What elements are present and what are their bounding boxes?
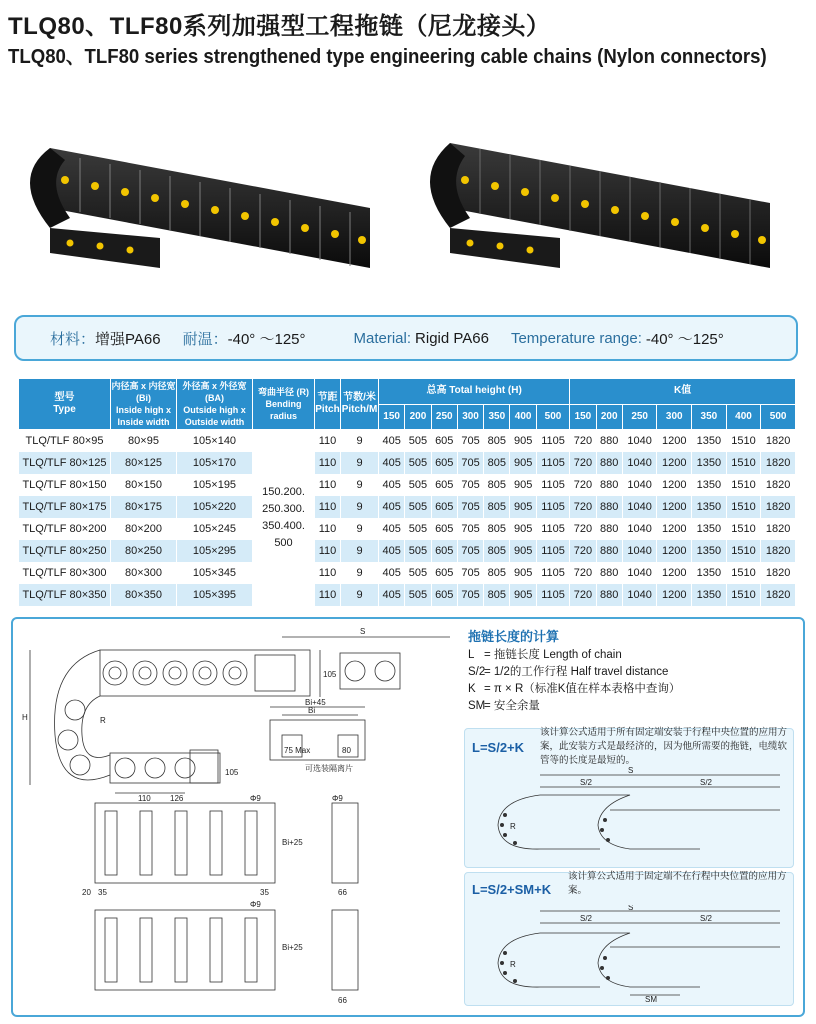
k-value-cell: 1350 [692, 474, 727, 496]
total-height-cell: 405 [379, 430, 405, 452]
total-height-cell: 505 [405, 540, 431, 562]
inner-size-cell: 80×150 [111, 474, 177, 496]
total-height-cell: 605 [431, 518, 457, 540]
k-value-cell: 1350 [692, 452, 727, 474]
dim-phi9-3: Φ9 [250, 900, 261, 909]
total-height-cell: 605 [431, 584, 457, 606]
k-value-cell: 1820 [761, 518, 796, 540]
height-col-header: 150 [379, 404, 405, 430]
outer-size-cell: 105×395 [177, 584, 253, 606]
k-value-cell: 880 [596, 496, 622, 518]
k-value-cell: 1200 [657, 496, 692, 518]
total-height-cell: 705 [457, 496, 483, 518]
k-col-header: 500 [761, 404, 796, 430]
dim-110: 110 [138, 794, 151, 803]
total-height-cell: 805 [484, 430, 510, 452]
k-value-cell: 1510 [726, 496, 761, 518]
total-height-cell: 1105 [536, 562, 569, 584]
dim-35-2: 35 [260, 888, 269, 897]
temp-cn-value: -40° ～125° [227, 330, 306, 348]
height-col-header: 400 [510, 404, 536, 430]
radius-value: 500 [274, 536, 293, 549]
k-value-cell: 1510 [726, 474, 761, 496]
outer-size-cell: 105×140 [177, 430, 253, 452]
k-value-cell: 1040 [622, 584, 657, 606]
total-height-cell: 605 [431, 430, 457, 452]
total-height-cell: 405 [379, 496, 405, 518]
f1-s-label: S [628, 766, 634, 775]
header-inner-cn: 内径高 x 内径宽 (Bi) [111, 381, 176, 403]
total-height-cell: 605 [431, 496, 457, 518]
total-height-cell: 705 [457, 540, 483, 562]
k-value-cell: 1510 [726, 584, 761, 606]
calc-symbol: L [468, 649, 475, 661]
total-height-cell: 405 [379, 584, 405, 606]
total-height-cell: 805 [484, 584, 510, 606]
total-height-cell: 705 [457, 562, 483, 584]
total-height-cell: 905 [510, 540, 536, 562]
pitch-cell: 110 [315, 430, 341, 452]
material-en-label: Material: [353, 329, 412, 347]
height-col-header: 250 [431, 404, 457, 430]
total-height-cell: 605 [431, 474, 457, 496]
header-ppm-en: Pitch/M [341, 404, 378, 415]
height-col-header: 350 [484, 404, 510, 430]
k-value-cell: 1200 [657, 584, 692, 606]
k-value-cell: 1200 [657, 518, 692, 540]
dim-max75-label: 75 Max [284, 746, 311, 755]
header-outer-cn: 外径高 x 外径宽 (BA) [182, 381, 247, 403]
total-height-cell: 1105 [536, 430, 569, 452]
header-total-height: 总高 Total height (H) [379, 379, 570, 405]
bending-radius-cell [253, 430, 315, 606]
table-row [19, 430, 796, 452]
k-value-cell: 720 [570, 452, 596, 474]
dim-20-1: 20 [82, 888, 91, 897]
total-height-cell: 805 [484, 540, 510, 562]
k-value-cell: 1200 [657, 452, 692, 474]
k-value-cell: 720 [570, 474, 596, 496]
total-height-cell: 505 [405, 430, 431, 452]
total-height-cell: 805 [484, 452, 510, 474]
pitch-cell: 110 [315, 496, 341, 518]
k-value-cell: 1820 [761, 584, 796, 606]
type-cell: TLQ/TLF 80×125 [19, 452, 111, 474]
inner-size-cell: 80×200 [111, 518, 177, 540]
temp-en-label: Temperature range: [510, 329, 642, 347]
header-inner-en: Inside high x Inside width [115, 405, 171, 427]
dim-bi45-label: Bi+45 [305, 698, 326, 707]
pitch-per-meter-cell: 9 [341, 474, 379, 496]
f1-half-s-2: S/2 [700, 778, 713, 787]
cable-chain-photo-open [10, 118, 390, 298]
f2-s-label: S [628, 905, 634, 912]
pitch-cell: 110 [315, 584, 341, 606]
total-height-cell: 705 [457, 430, 483, 452]
k-value-cell: 1040 [622, 474, 657, 496]
pitch-per-meter-cell: 9 [341, 452, 379, 474]
k-value-cell: 1040 [622, 430, 657, 452]
f2-sm-label: SM [645, 995, 657, 1003]
type-cell: TLQ/TLF 80×150 [19, 474, 111, 496]
total-height-cell: 505 [405, 452, 431, 474]
k-value-cell: 1040 [622, 518, 657, 540]
total-height-cell: 705 [457, 584, 483, 606]
total-height-cell: 705 [457, 452, 483, 474]
dim-s-label: S [360, 627, 366, 636]
total-height-cell: 905 [510, 496, 536, 518]
k-value-cell: 720 [570, 562, 596, 584]
calc-definition: = 1/2的工作行程 Half travel distance [484, 666, 669, 678]
page-title-en: TLQ80、TLF80 series strengthened type engineering cable chains (Nylon connectors) [8, 46, 767, 68]
k-value-cell: 1820 [761, 452, 796, 474]
k-value-cell: 1820 [761, 496, 796, 518]
dim-66-1: 66 [338, 888, 347, 897]
total-height-cell: 805 [484, 518, 510, 540]
calc-definition-line [468, 680, 680, 696]
k-value-cell: 1040 [622, 496, 657, 518]
k-value-cell: 1350 [692, 584, 727, 606]
formula-1-note: 该计算公式适用于所有固定端安装于行程中央位置的应用方案，此安装方式是最经济的，因为他所需要的拖链，电缆软管等的长度是最短的。 [540, 727, 788, 766]
k-value-cell: 1040 [622, 452, 657, 474]
height-col-header: 300 [457, 404, 483, 430]
total-height-cell: 605 [431, 540, 457, 562]
k-value-cell: 1510 [726, 430, 761, 452]
calc-symbol: K [468, 683, 476, 695]
f1-half-s-1: S/2 [580, 778, 593, 787]
type-cell: TLQ/TLF 80×200 [19, 518, 111, 540]
inner-size-cell: 80×95 [111, 430, 177, 452]
formula-2-note: 该计算公式适用于固定端不在行程中央位置的应用方案。 [568, 871, 787, 896]
total-height-cell: 905 [510, 584, 536, 606]
k-value-cell: 1350 [692, 540, 727, 562]
k-value-cell: 720 [570, 584, 596, 606]
total-height-cell: 1105 [536, 474, 569, 496]
k-value-cell: 720 [570, 430, 596, 452]
total-height-cell: 405 [379, 562, 405, 584]
radius-value: 150.200. [262, 485, 305, 498]
k-value-cell: 1510 [726, 518, 761, 540]
pitch-cell: 110 [315, 518, 341, 540]
header-radius-en: Bending radius [265, 399, 302, 421]
k-value-cell: 1200 [657, 540, 692, 562]
k-value-cell: 1820 [761, 562, 796, 584]
k-value-cell: 1350 [692, 496, 727, 518]
total-height-cell: 505 [405, 562, 431, 584]
total-height-cell: 1105 [536, 540, 569, 562]
table-row [19, 474, 796, 496]
page-title-cn: TLQ80、TLF80系列加强型工程拖链（尼龙接头） [8, 13, 551, 40]
material-info-box [14, 315, 798, 361]
table-row [19, 518, 796, 540]
table-row [19, 562, 796, 584]
dim-105-side: 105 [225, 768, 239, 777]
k-col-header: 400 [726, 404, 761, 430]
k-value-cell: 1510 [726, 562, 761, 584]
calc-definition-line [468, 663, 668, 679]
pitch-per-meter-cell: 9 [341, 430, 379, 452]
header-ppm-cn: 节数/米 [343, 392, 376, 403]
calc-definition: = π × R（标准K值在样本表格中查询） [484, 683, 681, 695]
k-value-cell: 1350 [692, 518, 727, 540]
outer-size-cell: 105×220 [177, 496, 253, 518]
header-pitch-cn: 节距 [317, 392, 338, 403]
pitch-per-meter-cell: 9 [341, 584, 379, 606]
formula-2-diagram [480, 905, 790, 1003]
outer-size-cell: 105×345 [177, 562, 253, 584]
outer-size-cell: 105×245 [177, 518, 253, 540]
header-pitch-en: Pitch [315, 404, 340, 415]
outer-size-cell: 105×295 [177, 540, 253, 562]
k-value-cell: 1200 [657, 430, 692, 452]
k-value-cell: 1820 [761, 430, 796, 452]
table-row [19, 584, 796, 606]
calc-definition: = 拖链长度 Length of chain [484, 649, 622, 661]
total-height-cell: 905 [510, 430, 536, 452]
header-k-value: K值 [570, 379, 796, 405]
total-height-cell: 505 [405, 474, 431, 496]
optional-separator-note: 可选装隔离片 [305, 764, 353, 773]
k-value-cell: 880 [596, 540, 622, 562]
k-value-cell: 1350 [692, 562, 727, 584]
calc-symbol: SM [468, 700, 486, 712]
k-value-cell: 880 [596, 518, 622, 540]
temp-cn-label: 耐温： [182, 330, 228, 348]
technical-drawing [20, 625, 460, 1010]
f1-r-label: R [510, 822, 516, 831]
k-col-header: 350 [692, 404, 727, 430]
pitch-per-meter-cell: 9 [341, 518, 379, 540]
dim-66-2: 66 [338, 996, 347, 1005]
k-value-cell: 1350 [692, 430, 727, 452]
inner-size-cell: 80×175 [111, 496, 177, 518]
k-value-cell: 1040 [622, 562, 657, 584]
dim-phi9-2: Φ9 [332, 794, 343, 803]
total-height-cell: 905 [510, 518, 536, 540]
type-cell: TLQ/TLF 80×300 [19, 562, 111, 584]
inner-size-cell: 80×125 [111, 452, 177, 474]
k-value-cell: 880 [596, 474, 622, 496]
total-height-cell: 1105 [536, 496, 569, 518]
total-height-cell: 905 [510, 452, 536, 474]
dim-126: 126 [170, 794, 184, 803]
dim-80-label: 80 [342, 746, 351, 755]
k-value-cell: 1820 [761, 474, 796, 496]
radius-value: 250.300. [262, 502, 305, 515]
total-height-cell: 1105 [536, 518, 569, 540]
f2-r-label: R [510, 960, 516, 969]
type-cell: TLQ/TLF 80×95 [19, 430, 111, 452]
total-height-cell: 405 [379, 452, 405, 474]
table-row [19, 452, 796, 474]
table-row [19, 540, 796, 562]
material-cn-value: 增强PA66 [95, 330, 161, 348]
outer-size-cell: 105×170 [177, 452, 253, 474]
type-cell: TLQ/TLF 80×250 [19, 540, 111, 562]
total-height-cell: 405 [379, 474, 405, 496]
dim-h-label: H [22, 713, 28, 722]
pitch-per-meter-cell: 9 [341, 540, 379, 562]
type-cell: TLQ/TLF 80×175 [19, 496, 111, 518]
calc-title: 拖链长度的计算 [468, 629, 560, 644]
calc-definition-line [468, 646, 622, 662]
inner-size-cell: 80×350 [111, 584, 177, 606]
formula-1-diagram [480, 765, 790, 855]
height-col-header: 500 [536, 404, 569, 430]
header-type-cn: 型号 [54, 392, 75, 403]
temp-en-value: -40° ～125° [645, 330, 724, 348]
total-height-cell: 1105 [536, 452, 569, 474]
k-value-cell: 1510 [726, 540, 761, 562]
k-value-cell: 720 [570, 496, 596, 518]
total-height-cell: 905 [510, 562, 536, 584]
formula-1: L=S/2+K [472, 740, 525, 755]
total-height-cell: 905 [510, 474, 536, 496]
k-value-cell: 720 [570, 518, 596, 540]
f2-half-s-1: S/2 [580, 914, 593, 923]
cable-chain-photo-covered [410, 118, 790, 298]
total-height-cell: 805 [484, 562, 510, 584]
dim-r-label: R [100, 716, 106, 725]
dim-35-1: 35 [98, 888, 107, 897]
pitch-cell: 110 [315, 452, 341, 474]
total-height-cell: 405 [379, 540, 405, 562]
material-en-value: Rigid PA66 [415, 329, 489, 347]
k-value-cell: 1200 [657, 562, 692, 584]
k-value-cell: 880 [596, 562, 622, 584]
total-height-cell: 505 [405, 584, 431, 606]
calc-symbol: S/2 [468, 666, 486, 678]
table-row [19, 496, 796, 518]
header-type-en: Type [53, 404, 76, 415]
k-col-header: 300 [657, 404, 692, 430]
dim-bi25-1: Bi+25 [282, 838, 303, 847]
radius-value: 350.400. [262, 519, 305, 532]
total-height-cell: 605 [431, 562, 457, 584]
k-value-cell: 1200 [657, 474, 692, 496]
type-cell: TLQ/TLF 80×350 [19, 584, 111, 606]
dim-phi9-1: Φ9 [250, 794, 261, 803]
outer-size-cell: 105×195 [177, 474, 253, 496]
pitch-cell: 110 [315, 474, 341, 496]
total-height-cell: 405 [379, 518, 405, 540]
total-height-cell: 505 [405, 496, 431, 518]
k-value-cell: 1820 [761, 540, 796, 562]
total-height-cell: 705 [457, 474, 483, 496]
k-value-cell: 880 [596, 452, 622, 474]
k-col-header: 150 [570, 404, 596, 430]
pitch-cell: 110 [315, 540, 341, 562]
k-value-cell: 720 [570, 540, 596, 562]
inner-size-cell: 80×250 [111, 540, 177, 562]
total-height-cell: 705 [457, 518, 483, 540]
material-cn-label: 材料： [50, 330, 96, 348]
header-radius-cn: 弯曲半径 (R) [258, 387, 309, 397]
pitch-cell: 110 [315, 562, 341, 584]
total-height-cell: 1105 [536, 584, 569, 606]
k-col-header: 200 [596, 404, 622, 430]
spec-table [18, 378, 796, 606]
pitch-per-meter-cell: 9 [341, 562, 379, 584]
total-height-cell: 805 [484, 474, 510, 496]
k-value-cell: 880 [596, 430, 622, 452]
k-value-cell: 1040 [622, 540, 657, 562]
k-value-cell: 1510 [726, 452, 761, 474]
pitch-per-meter-cell: 9 [341, 496, 379, 518]
inner-size-cell: 80×300 [111, 562, 177, 584]
total-height-cell: 805 [484, 496, 510, 518]
dim-bi-label: Bi [308, 706, 316, 715]
dim-bi25-2: Bi+25 [282, 943, 303, 952]
dim-105-top: 105 [323, 670, 337, 679]
header-outer-en: Outside high x Outside width [183, 405, 246, 427]
k-col-header: 250 [622, 404, 657, 430]
k-value-cell: 880 [596, 584, 622, 606]
calc-definition-line [468, 697, 540, 713]
f2-half-s-2: S/2 [700, 914, 713, 923]
total-height-cell: 605 [431, 452, 457, 474]
total-height-cell: 505 [405, 518, 431, 540]
formula-2: L=S/2+SM+K [472, 882, 552, 897]
height-col-header: 200 [405, 404, 431, 430]
calc-definition: = 安全余量 [484, 700, 540, 712]
